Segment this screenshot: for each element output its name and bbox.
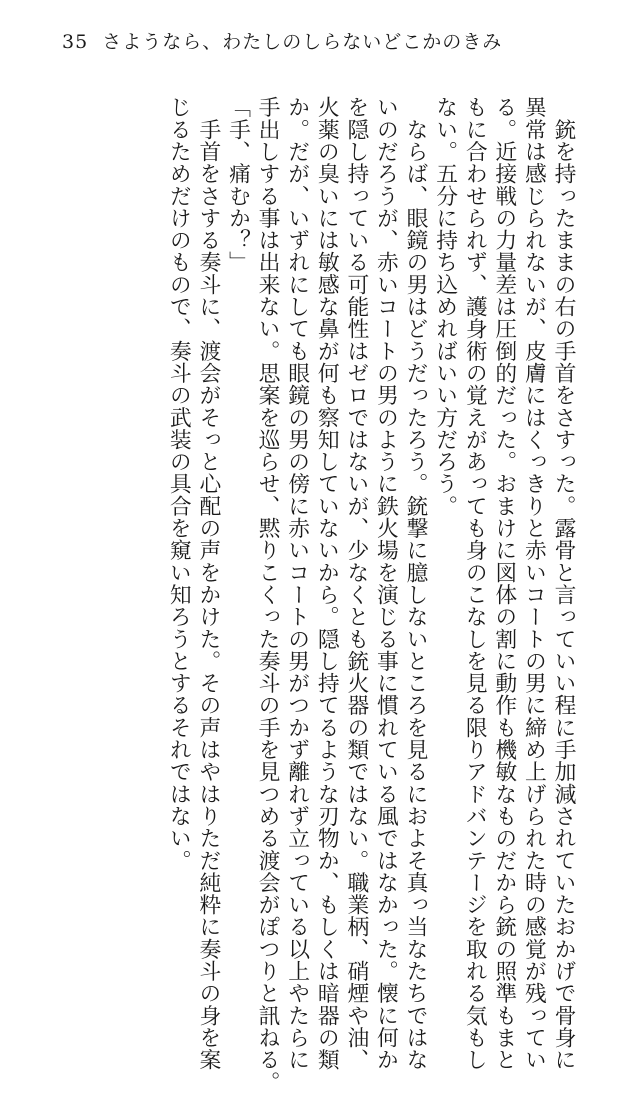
- running-title: さようなら、わたしのしらないどこかのきみ: [102, 31, 503, 53]
- text-line: ない。五分に持ち込めればいい方だろう。: [432, 96, 458, 517]
- text-line: ならば、眼鏡の男はどうだったろう。銃撃に臆しないところを見るにおよそ真っ当なたちではな: [403, 96, 429, 1071]
- text-line: か。だが、いずれにしても眼鏡の男の傍に赤いコートの男がつかず離れず立っている以上やたらに: [284, 96, 310, 1071]
- page-header: [62, 30, 502, 54]
- text-line: 手首をさする奏斗に、渡会がそっと心配の声をかけた。その声はやはりただ純粋に奏斗の身を案: [195, 96, 221, 1071]
- text-line: を隠し持っている可能性はゼロではないが、少なくとも銃火器の類ではない。職業柄、硝煙や油、: [343, 96, 369, 1071]
- text-line: もに合わせられず、護身術の覚えがあっても身のこなしを見る限りアドバンテージを取れる気もし: [462, 96, 488, 1071]
- text-line: じるためだけのもので、奏斗の武装の具合を窺い知ろうとするそれではない。: [166, 96, 192, 872]
- vertical-body-text: [164, 96, 578, 1093]
- text-line: いのだろうが、赤いコートの男のように鉄火場を演じる事に慣れている風ではなかった。懐に何か: [373, 96, 399, 1071]
- page-number: 35: [62, 31, 89, 53]
- text-line: 手出しする事は出来ない。思案を巡らせ、黙りこくった奏斗の手を見つめる渡会がぽつりと訊ねる。: [255, 96, 281, 1093]
- text-line: 「手、痛むか？」: [225, 96, 251, 274]
- text-line: 銃を持ったままの右の手首をさすった。露骨と言っていい程に手加減されていたおかげで骨身に: [551, 96, 576, 1071]
- text-line: 火薬の臭いには敏感な鼻が何も察知していないから。隠し持てるような刃物か、もしくは暗器の類: [314, 96, 340, 1071]
- text-line: 異常は感じられないが、皮膚にはくっきりと赤いコートの男に締め上げられた時の感覚が残ってい: [521, 96, 547, 1071]
- text-line: る。近接戦の力量差は圧倒的だった。おまけに図体の割に動作も機敏なものだから銃の照準もまと: [491, 96, 517, 1071]
